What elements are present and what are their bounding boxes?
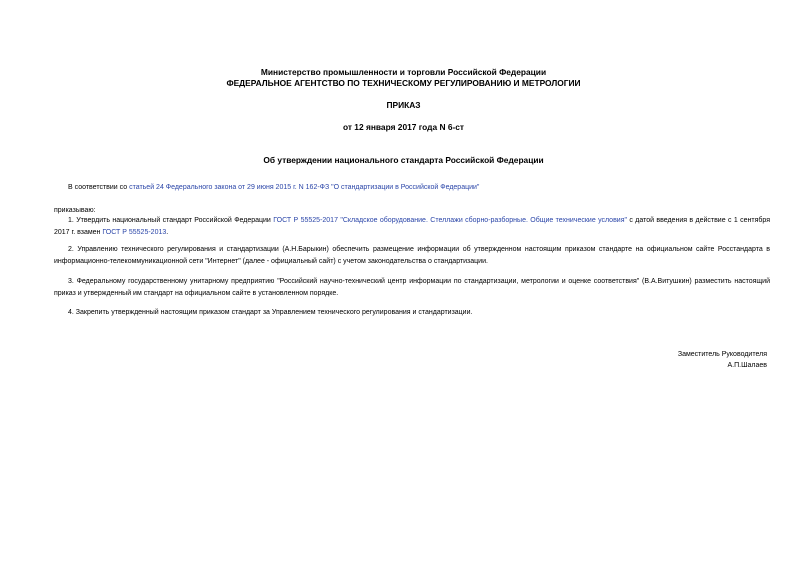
item-1-paragraph [54,215,770,238]
item-2-paragraph: 2. Управлению технического регулирования и стандартизации (А.Н.Барыкин) обеспечить размещение информации об утвержденном настоящим приказом стандарте на официальном сайте Росстандарта в информационно-телекоммуникационной сети "Интернет" (далее - официальный сайт) с учетом законодательства о стандартизации. [54,246,770,265]
preamble-text: В соответствии со [68,184,130,191]
item-1-text-middle: с датой введения в действие с 1 сентября 2017 г. взамен [54,217,770,236]
document-type: ПРИКАЗ [386,100,421,110]
item-4-paragraph: 4. Закрепить утвержденный настоящим приказом стандарт за Управлением технического регулирования и стандартизации. [68,309,473,316]
gost-2013-link[interactable]: ГОСТ Р 55525-2013 [102,228,167,236]
ministry-name: Министерство промышленности и торговли Российской Федерации [260,67,547,77]
preamble-paragraph [54,182,770,194]
document-date-number: от 12 января 2017 года N 6-ст [342,122,465,132]
gost-2017-link[interactable]: ГОСТ Р 55525-2017 "Складское оборудование. Стеллажи сборно-разборные. Общие технические условия" [273,217,627,224]
federal-law-link[interactable]: статьей 24 Федерального закона от 29 июня 2015 г. N 162-ФЗ "О стандартизации в Российской Федерации" [129,184,480,191]
item-1-text-after: . [166,228,169,236]
signer-name: А.П.Шалаев [727,362,767,369]
item-1-text-before: 1. Утвердить национальный стандарт Российской Федерации [68,217,274,224]
signer-position: Заместитель Руководителя [677,351,767,358]
agency-name: ФЕДЕРАЛЬНОЕ АГЕНТСТВО ПО ТЕХНИЧЕСКОМУ РЕГУЛИРОВАНИЮ И МЕТРОЛОГИИ [226,78,581,88]
item-3-paragraph: 3. Федеральному государственному унитарному предприятию "Российский научно-технический центр информации по стандартизации, метрологии и оценке соответствия" (В.А.Витушкин) разместить настоящий приказ и утвержденный им стандарт на официальном сайте в установленном порядке. [54,278,770,297]
document-title: Об утверждении национального стандарта Российской Федерации [263,155,544,165]
order-word: приказываю: [54,207,96,214]
